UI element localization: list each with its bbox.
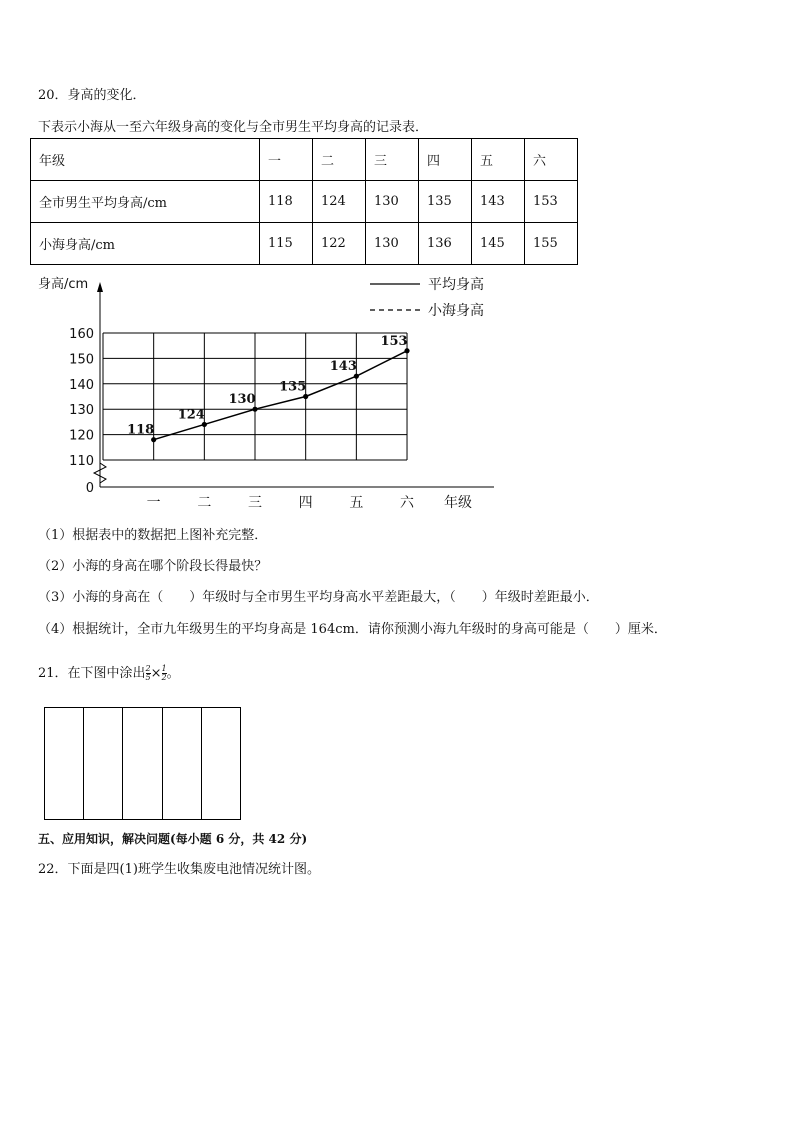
question-21 [38, 662, 180, 682]
table-cell: 130 [366, 181, 419, 223]
x-tick-label: 五 [349, 495, 364, 511]
data-label: 135 [279, 379, 307, 395]
question-20-part-3: （3）小海的身高在（ ）年级时与全市男生平均身高水平差距最大，（ ）年级时差距最小． [38, 590, 599, 605]
table-cell: 六 [525, 139, 578, 181]
table-cell: 153 [525, 181, 578, 223]
section-5-heading: 五、应用知识，解决问题(每小题 6 分，共 42 分) [38, 832, 308, 846]
question-21-prefix: 21．在下图中涂出 [38, 666, 146, 681]
table-cell: 130 [366, 223, 419, 265]
table-cell: 155 [525, 223, 578, 265]
table-row [31, 181, 578, 223]
y-tick-label: 130 [69, 403, 94, 419]
fraction-denominator: 2 [161, 673, 167, 682]
data-label: 118 [127, 422, 155, 438]
table-cell: 124 [313, 181, 366, 223]
y-axis-arrow [97, 282, 103, 292]
rectangle-column[interactable] [202, 708, 240, 819]
table-cell: 全市男生平均身高/cm [31, 181, 260, 223]
rectangle-column[interactable] [123, 708, 162, 819]
data-label: 153 [380, 333, 408, 349]
rectangle-column[interactable] [163, 708, 202, 819]
data-label: 124 [177, 407, 205, 423]
table-cell: 二 [313, 139, 366, 181]
table-cell: 115 [260, 223, 313, 265]
height-line-chart [34, 270, 504, 520]
data-point [252, 407, 257, 412]
data-point [202, 422, 207, 427]
data-point [151, 437, 156, 442]
rectangle-column[interactable] [45, 708, 84, 819]
data-point [303, 394, 308, 399]
table-cell: 118 [260, 181, 313, 223]
table-cell: 四 [419, 139, 472, 181]
question-20-title: 20．身高的变化． [38, 88, 146, 103]
data-point [404, 348, 409, 353]
data-point [354, 374, 359, 379]
data-label: 130 [228, 392, 256, 408]
average-height-line [154, 351, 407, 440]
x-tick-label: 一 [146, 495, 161, 511]
data-label: 143 [329, 359, 357, 375]
y-tick-label: 0 [85, 481, 94, 496]
fraction-denominator: 5 [145, 673, 151, 682]
question-20-part-4: （4）根据统计，全市九年级男生的平均身高是 164cm．请你预测小海九年级时的身高可能是（ ）厘米． [38, 622, 667, 637]
x-tick-label: 四 [298, 495, 313, 511]
table-header-row [31, 139, 578, 181]
fraction-numerator: 1 [161, 664, 167, 673]
x-axis-label: 年级 [444, 495, 472, 511]
x-tick-label: 三 [248, 495, 263, 511]
table-cell: 年级 [31, 139, 260, 181]
shading-rectangle[interactable] [44, 707, 241, 820]
y-tick-label: 120 [69, 428, 94, 444]
x-tick-label: 二 [197, 495, 212, 511]
table-cell: 143 [472, 181, 525, 223]
table-cell: 三 [366, 139, 419, 181]
question-21-suffix: 。 [166, 666, 180, 681]
y-tick-label: 110 [69, 454, 94, 469]
table-cell: 135 [419, 181, 472, 223]
table-cell: 136 [419, 223, 472, 265]
height-table [30, 138, 578, 265]
y-tick-label: 160 [69, 327, 94, 342]
question-20-part-1: （1）根据表中的数据把上图补充完整． [38, 528, 268, 543]
y-tick-label: 140 [69, 377, 94, 393]
legend-label: 平均身高 [428, 277, 484, 293]
y-axis-label: 身高/cm [38, 277, 89, 292]
rectangle-column[interactable] [84, 708, 123, 819]
x-tick-label: 六 [400, 495, 415, 511]
table-row [31, 223, 578, 265]
question-20-part-2: （2）小海的身高在哪个阶段长得最快？ [38, 559, 268, 574]
table-cell: 145 [472, 223, 525, 265]
table-cell: 一 [260, 139, 313, 181]
question-20-intro: 下表示小海从一至六年级身高的变化与全市男生平均身高的记录表． [38, 120, 429, 135]
table-cell: 122 [313, 223, 366, 265]
y-tick-label: 150 [69, 352, 94, 368]
table-cell: 小海身高/cm [31, 223, 260, 265]
times-sign: × [150, 666, 162, 681]
fraction-numerator: 2 [145, 664, 151, 673]
legend-label: 小海身高 [428, 303, 484, 319]
table-cell: 五 [472, 139, 525, 181]
question-22: 22．下面是四(1)班学生收集废电池情况统计图。 [38, 862, 320, 877]
